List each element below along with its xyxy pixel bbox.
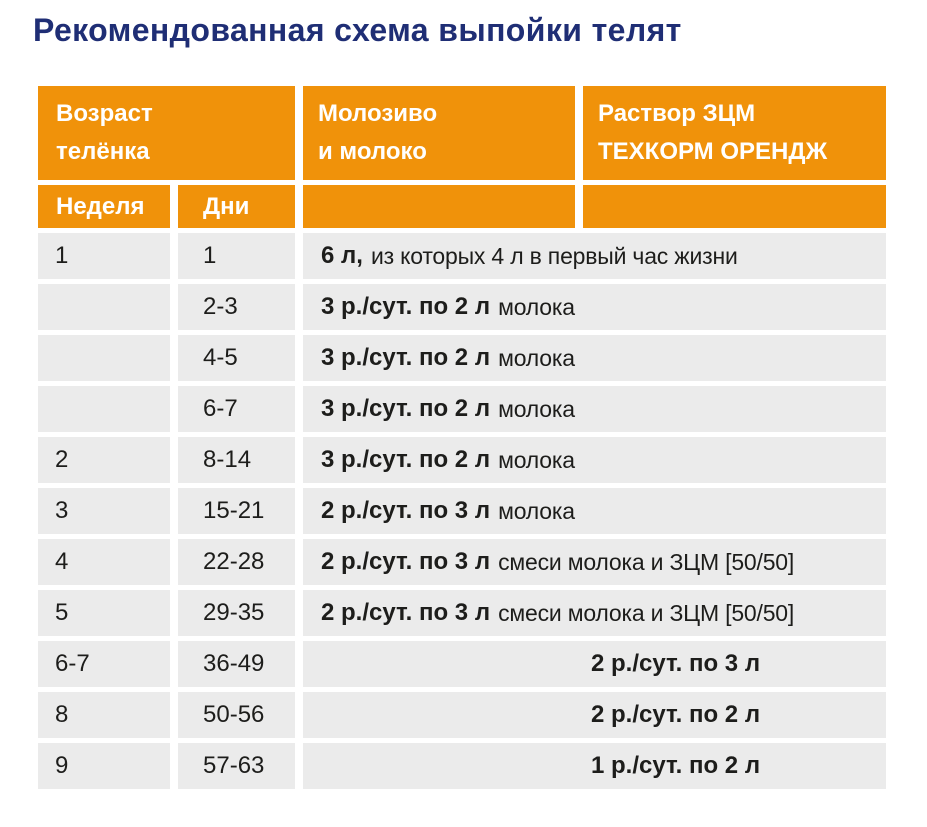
feeding-detail: молока	[498, 497, 575, 524]
subheader-days: Дни	[178, 185, 295, 228]
header-calf-age	[38, 86, 295, 180]
feeding-cell	[303, 488, 886, 534]
feeding-detail: смеси молока и ЗЦМ [50/50]	[498, 599, 795, 626]
feeding-amount: 2 р./сут. по 2 л	[591, 701, 761, 728]
days-cell: 4-5	[178, 335, 295, 381]
feeding-amount: 2 р./сут. по 3 л	[591, 650, 761, 677]
feeding-cell	[303, 437, 886, 483]
feeding-cell	[303, 539, 886, 585]
feeding-detail: молока	[498, 395, 575, 422]
header-calf-age-line1: Возраст	[56, 100, 153, 127]
feeding-detail: молока	[498, 344, 575, 371]
feeding-amount: 2 р./сут. по 3 л	[321, 599, 491, 626]
feeding-cell	[303, 641, 886, 687]
header-zcm-solution-line1: Раствор ЗЦМ	[598, 100, 756, 127]
days-cell: 22-28	[178, 539, 295, 585]
feeding-cell	[303, 284, 886, 330]
feeding-amount: 2 р./сут. по 3 л	[321, 548, 491, 575]
feeding-cell	[303, 743, 886, 789]
header-colostrum-milk	[303, 86, 575, 180]
days-cell: 2-3	[178, 284, 295, 330]
feeding-amount: 3 р./сут. по 2 л	[321, 293, 491, 320]
days-cell: 15-21	[178, 488, 295, 534]
days-cell: 8-14	[178, 437, 295, 483]
week-cell: 1	[38, 233, 170, 279]
header-colostrum-milk-line1: Молозиво	[318, 100, 438, 127]
page-title: Рекомендованная схема выпойки телят	[33, 12, 682, 48]
week-cell	[38, 386, 170, 432]
days-cell: 6-7	[178, 386, 295, 432]
header-zcm-solution	[583, 86, 886, 180]
week-cell: 9	[38, 743, 170, 789]
header-colostrum-milk-line2: и молоко	[318, 138, 427, 165]
feeding-detail: молока	[498, 446, 575, 473]
feeding-amount: 1 р./сут. по 2 л	[591, 752, 761, 779]
feeding-schedule-table	[38, 86, 886, 789]
feeding-cell	[303, 590, 886, 636]
days-cell: 29-35	[178, 590, 295, 636]
week-cell: 2	[38, 437, 170, 483]
week-cell: 6-7	[38, 641, 170, 687]
feeding-detail: молока	[498, 293, 575, 320]
feeding-detail: смеси молока и ЗЦМ [50/50]	[498, 548, 795, 575]
subheader-week: Неделя	[38, 185, 170, 228]
header-zcm-solution-line2: ТЕХКОРМ ОРЕНДЖ	[598, 138, 828, 165]
week-cell: 3	[38, 488, 170, 534]
feeding-amount: 3 р./сут. по 2 л	[321, 395, 491, 422]
header-calf-age-line2: телёнка	[56, 138, 150, 165]
feeding-amount: 3 р./сут. по 2 л	[321, 446, 491, 473]
feeding-cell	[303, 233, 886, 279]
feeding-amount: 3 р./сут. по 2 л	[321, 344, 491, 371]
feeding-detail: из которых 4 л в первый час жизни	[370, 242, 738, 269]
days-cell: 57-63	[178, 743, 295, 789]
days-cell: 50-56	[178, 692, 295, 738]
subheader-empty-zcm	[583, 185, 886, 228]
days-cell: 36-49	[178, 641, 295, 687]
subheader-empty-milk	[303, 185, 575, 228]
week-cell: 5	[38, 590, 170, 636]
days-cell: 1	[178, 233, 295, 279]
week-cell: 8	[38, 692, 170, 738]
feeding-cell	[303, 692, 886, 738]
week-cell: 4	[38, 539, 170, 585]
feeding-amount: 6 л,	[321, 242, 363, 269]
feeding-cell	[303, 335, 886, 381]
week-cell	[38, 284, 170, 330]
week-cell	[38, 335, 170, 381]
feeding-cell	[303, 386, 886, 432]
feeding-amount: 2 р./сут. по 3 л	[321, 497, 491, 524]
